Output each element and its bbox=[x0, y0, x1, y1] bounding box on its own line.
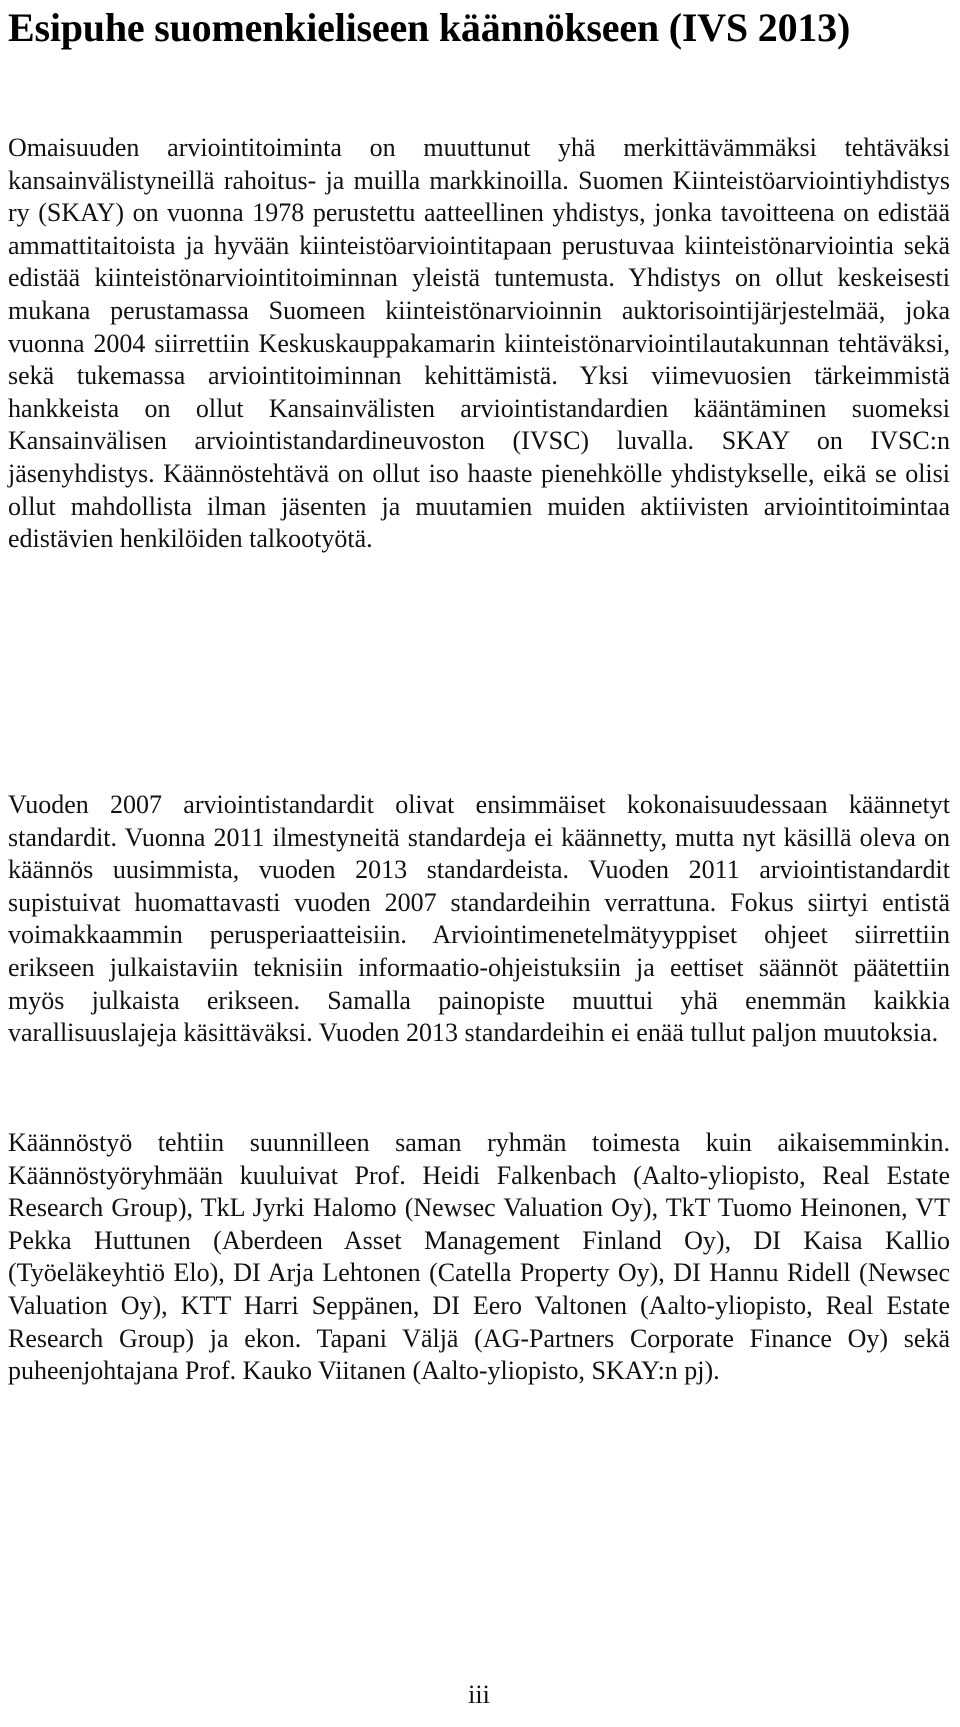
document-page bbox=[8, 0, 950, 1727]
page-title: Esipuhe suomenkieliseen käännökseen (IVS 2013) bbox=[8, 5, 851, 50]
page-number: iii bbox=[468, 1680, 490, 1709]
paragraph-intro: Omaisuuden arviointitoiminta on muuttunut yhä merkittävämmäksi tehtäväksi kansainvälistyneillä rahoitus- ja muilla markkinoilla. Suomen Kiinteistöarviointiyhdistys ry (SKAY) on vuonna 1978 perustettu aatteellinen yhdistys, jonka tavoitteena on edistää ammattitaitoista ja hyvään kiinteistöarviointitapaan perustuvaa kiinteistönarviointia sekä edistää kiinteistönarviointitoiminnan yleistä tuntemusta. Yhdistys on ollut keskeisesti mukana perustamassa Suomeen kiinteistönarvioinnin auktorisointijärjestelmää, joka vuonna 2004 siirrettiin Keskuskauppakamarin kiinteistönarviointilautakunnan tehtäväksi, sekä tukemassa arviointitoiminnan kehittämistä. Yksi viimevuosien tärkeimmistä hankkeista on ollut Kansainvälisten arviointistandardien kääntäminen suomeksi Kansainvälisen arviointistandardineuvoston (IVSC) luvalla. SKAY on IVSC:n jäsenyhdistys. Käännöstehtävä on ollut iso haaste pienehkölle yhdistykselle, eikä se olisi ollut mahdollista ilman jäsenten ja muutamien muiden aktiivisten arviointitoimintaa edistävien henkilöiden talkootyötä. bbox=[8, 133, 950, 554]
paragraph-translation-team: Käännöstyö tehtiin suunnilleen saman ryhmän toimesta kuin aikaisemminkin. Käännöstyöryhmään kuuluivat Prof. Heidi Falkenbach (Aalto-yliopisto, Real Estate Research Group), TkL Jyrki Halomo (Newsec Valuation Oy), TkT Tuomo Heinonen, VT Pekka Huttunen (Aberdeen Asset Management Finland Oy), DI Kaisa Kallio (Työeläkeyhtiö Elo), DI Arja Lehtonen (Catella Property Oy), DI Hannu Ridell (Newsec Valuation Oy), KTT Harri Seppänen, DI Eero Valtonen (Aalto-yliopisto, Real Estate Research Group) ja ekon. Tapani Väljä (AG-Partners Corporate Finance Oy) sekä puheenjohtajana Prof. Kauko Viitanen (Aalto-yliopisto, SKAY:n pj). bbox=[8, 1128, 950, 1386]
paragraph-standards-history: Vuoden 2007 arviointistandardit olivat ensimmäiset kokonaisuudessaan käännetyt standardit. Vuonna 2011 ilmestyneitä standardeja ei käännetty, mutta nyt käsillä oleva on käännös uusimmista, vuoden 2013 standardeista. Vuoden 2011 arviointistandardit supistuivat huomattavasti vuoden 2007 standardeihin verrattuna. Fokus siirtyi entistä voimakkaammin perusperiaatteisiin. Arviointimenetelmätyyppiset ohjeet siirrettiin erikseen julkaistaviin teknisiin informaatio-ohjeistuksiin ja eettiset säännöt päätettiin myös julkaista erikseen. Samalla painopiste muuttui yhä enemmän kaikkia varallisuuslajeja käsittäväksi. Vuoden 2013 standardeihin ei enää tullut paljon muutoksia. bbox=[8, 790, 950, 1048]
